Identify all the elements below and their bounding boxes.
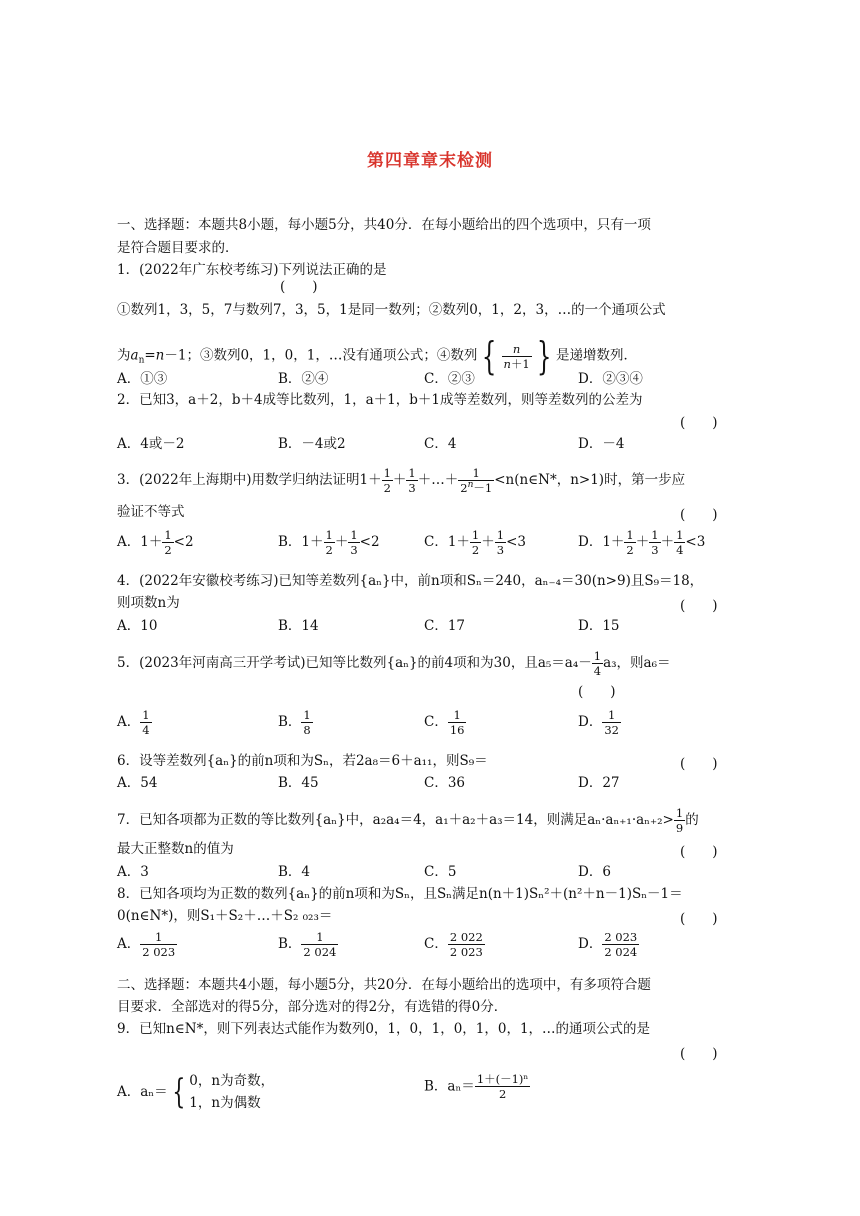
option-a[interactable]: A．4或－2 [117, 436, 185, 452]
question-8-stem-cont: 0(n∈N*)，则S₁＋S₂＋…＋S₂ ₀₂₃＝ [117, 908, 333, 924]
option-a[interactable]: A．aₙ＝ { 0，n为奇数， 1，n为偶数 [117, 1072, 275, 1112]
question-4-stem: 4．(2022年安徽校考练习)已知等差数列{aₙ}中，前n项和Sₙ＝240，aₙ₋₄＝30(n>9)且S₉＝18， [117, 573, 704, 589]
question-5-stem: 5．(2023年河南高三开学考试)已知等比数列{aₙ}的前4项和为30，且a₅＝a₄－ $\frac{1}{4}$ a₃，则a₆＝ [117, 649, 671, 678]
answer-paren: ( ) [680, 598, 718, 614]
option-d[interactable]: D．6 [578, 864, 611, 880]
option-d[interactable]: D．15 [578, 618, 620, 634]
option-a[interactable]: A． $\frac{1}{4}$ [117, 708, 150, 737]
section-1-instructions: 一、选择题：本题共8小题，每小题5分，共40分．在每小题给出的四个选项中，只有一项 [117, 217, 651, 233]
option-b[interactable]: B．1＋ $\frac{1}{2}$ ＋ $\frac{1}{3}$ <2 [278, 528, 380, 557]
question-9-stem: 9．已知n∈N*，则下列表达式能作为数列0，1，0，1，0，1，0，1，…的通项公式的是 [117, 1021, 651, 1037]
option-b[interactable]: B．aₙ＝ $\frac{\text{1＋(－1)ⁿ}}{2}$ [424, 1072, 529, 1101]
option-b[interactable]: B．45 [278, 775, 319, 791]
question-3-stem: 3．(2022年上海期中)用数学归纳法证明1＋ $\frac{1}{2}$ ＋ $\frac{1}{3}$ ＋…＋ $\frac{1}{2^n-1}$ <n(n∈N*，n>1)时，第一步应 [117, 466, 686, 495]
section-2-instructions-cont: 目要求．全部选对的得5分，部分选对的得2分，有选错的得0分． [117, 999, 508, 1015]
page-title: 第四章章末检测 [367, 151, 493, 171]
option-c[interactable]: C．5 [424, 864, 457, 880]
fraction: $\frac{n}{n+1}$ [503, 341, 530, 371]
option-a[interactable]: A．3 [117, 864, 149, 880]
question-7-stem-cont: 最大正整数n的值为 [117, 841, 234, 857]
option-d[interactable]: D．27 [578, 775, 620, 791]
option-b[interactable]: B． $\frac{1}{8}$ [278, 708, 311, 737]
option-a[interactable]: A． $\frac{1}{2 023}$ [117, 930, 176, 959]
option-b[interactable]: B．14 [278, 618, 319, 634]
option-b[interactable]: B．－4或2 [278, 436, 346, 452]
option-c[interactable]: C．1＋ $\frac{1}{2}$ ＋ $\frac{1}{3}$ <3 [424, 528, 526, 557]
option-c[interactable]: C．36 [424, 775, 466, 791]
question-1-stem: 1．(2022年广东校考练习)下列说法正确的是 [117, 262, 387, 278]
question-7-stem: 7．已知各项都为正数的等比数列{aₙ}中，a₂a₄＝4，a₁＋a₂＋a₃＝14，则满足aₙ·aₙ₊₁·aₙ₊₂> $\frac{1}{9}$ 的 [117, 806, 699, 835]
question-2-stem: 2．已知3，a＋2，b＋4成等比数列，1，a＋1，b＋1成等差数列，则等差数列的公差为 [117, 392, 643, 408]
option-d[interactable]: D． $\frac{2 023}{2 024}$ [578, 930, 638, 959]
option-c[interactable]: C． $\frac{1}{16}$ [424, 708, 465, 737]
answer-paren: ( ) [680, 1046, 718, 1062]
question-1-body: ①数列1，3，5，7与数列7，3，5，1是同一数列；②数列0，1，2，3，…的一个通项公式 [117, 302, 666, 318]
option-b[interactable]: B．4 [278, 864, 311, 880]
option-d[interactable]: D．－4 [578, 436, 625, 452]
option-a[interactable]: A．10 [117, 618, 158, 634]
answer-paren: ( ) [280, 279, 318, 295]
answer-paren: ( ) [680, 756, 718, 772]
question-8-stem: 8．已知各项均为正数的数列{aₙ}的前n项和为Sₙ，且Sₙ满足n(n＋1)Sₙ²＋(n²＋n－1)Sₙ－1＝ [117, 886, 683, 902]
option-c[interactable]: C．17 [424, 618, 466, 634]
option-c[interactable]: C．4 [424, 436, 457, 452]
option-c[interactable]: C．②③ [424, 371, 475, 387]
option-a[interactable]: A．①③ [117, 371, 168, 387]
section-1-instructions-cont: 是符合题目要求的． [117, 240, 239, 256]
question-4-stem-cont: 则项数n为 [117, 595, 180, 611]
answer-paren: ( ) [680, 911, 718, 927]
option-c[interactable]: C． $\frac{2 022}{2 023}$ [424, 930, 483, 959]
section-2-instructions: 二、选择题：本题共4小题，每小题5分，共20分．在每小题给出的选项中，有多项符合题 [117, 977, 651, 993]
option-a[interactable]: A．1＋ $\frac{1}{2}$ <2 [117, 528, 194, 557]
option-b[interactable]: B． $\frac{1}{2 024}$ [278, 930, 337, 959]
answer-paren: ( ) [578, 684, 616, 700]
answer-paren: ( ) [680, 507, 718, 523]
option-b[interactable]: B．②④ [278, 371, 329, 387]
option-d[interactable]: D．②③④ [578, 371, 643, 387]
option-d[interactable]: D．1＋ $\frac{1}{2}$ ＋ $\frac{1}{3}$ ＋ $\frac{1}{4}$ <3 [578, 528, 706, 557]
option-d[interactable]: D． $\frac{1}{32}$ [578, 708, 619, 737]
question-3-stem-cont: 验证不等式 [117, 504, 185, 520]
answer-paren: ( ) [680, 844, 718, 860]
answer-paren: ( ) [680, 415, 718, 431]
option-a[interactable]: A．54 [117, 775, 158, 791]
question-1-body-cont: 为$a_n=n-1$；③数列0，1，0，1，…没有通项公式；④数列 { $\frac{n}{n+1}$ } 是递增数列． [117, 334, 637, 378]
question-6-stem: 6．设等差数列{aₙ}的前n项和为Sₙ，若2a₈＝6＋a₁₁，则S₉＝ [117, 753, 488, 769]
